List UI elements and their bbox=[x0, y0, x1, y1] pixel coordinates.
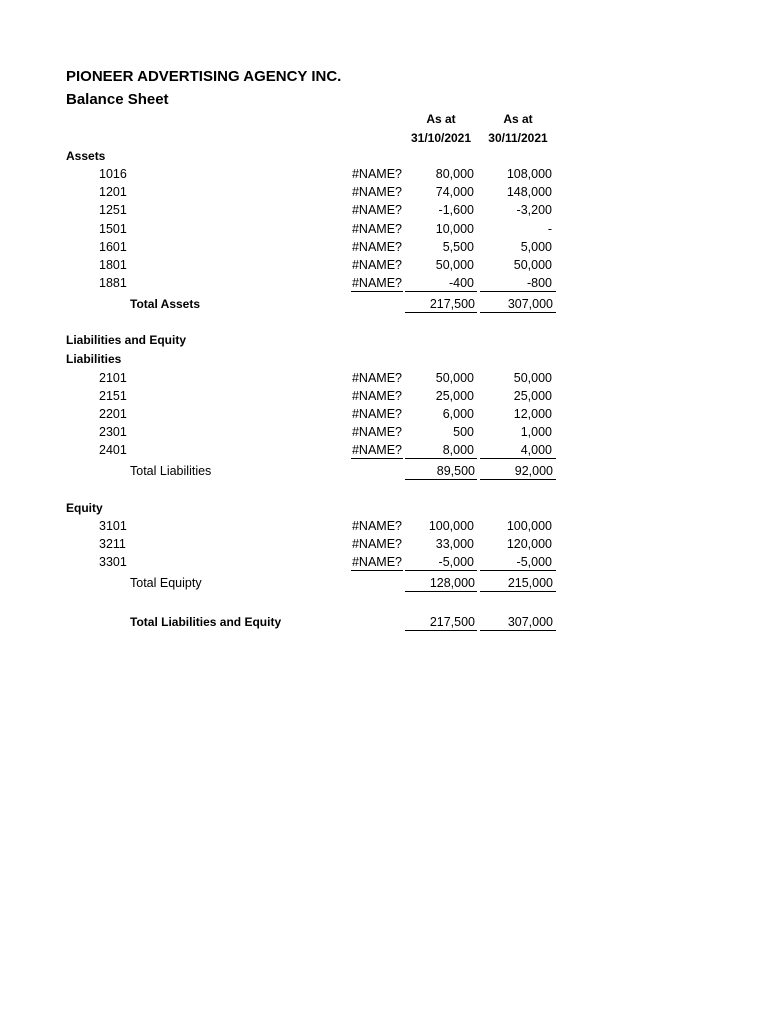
value-oct: 10,000 bbox=[435, 222, 474, 236]
liabilities-equity-heading-row bbox=[0, 331, 768, 349]
total-value: 217,500 bbox=[429, 615, 475, 629]
total-assets-oct bbox=[405, 295, 477, 313]
equity-heading: Equity bbox=[66, 501, 103, 515]
table-row bbox=[0, 441, 768, 459]
assets-heading: Assets bbox=[66, 149, 106, 163]
total-equity-nov bbox=[480, 574, 556, 592]
total-liabilities-nov bbox=[480, 462, 556, 480]
account-name-error: #NAME? bbox=[351, 425, 402, 439]
account-number: 3211 bbox=[99, 537, 126, 551]
value-nov: 50,000 bbox=[513, 371, 552, 385]
grand-total-label: Total Liabilities and Equity bbox=[130, 615, 282, 629]
table-row bbox=[0, 387, 768, 405]
total-value: 89,500 bbox=[436, 464, 475, 478]
value-nov: 50,000 bbox=[513, 258, 552, 272]
account-number: 1251 bbox=[99, 203, 127, 217]
account-number: 2401 bbox=[99, 443, 127, 457]
table-row bbox=[0, 274, 768, 292]
total-equity-oct bbox=[405, 574, 477, 592]
value-oct: 80,000 bbox=[435, 167, 474, 181]
table-row bbox=[0, 553, 768, 571]
account-name-error: #NAME? bbox=[351, 389, 402, 403]
account-number: 1601 bbox=[99, 240, 127, 254]
underline-divider bbox=[351, 553, 403, 571]
assets-heading-row bbox=[0, 147, 768, 165]
table-row bbox=[0, 517, 768, 535]
total-value: 307,000 bbox=[507, 297, 553, 311]
underline-divider bbox=[405, 441, 477, 459]
account-name-error: #NAME? bbox=[351, 276, 402, 290]
table-row bbox=[0, 201, 768, 219]
account-number: 3301 bbox=[99, 555, 127, 569]
liabilities-equity-heading: Liabilities and Equity bbox=[66, 333, 187, 347]
account-number: 3101 bbox=[99, 519, 127, 533]
value-oct: 50,000 bbox=[435, 371, 474, 385]
value-nov: -5,000 bbox=[516, 555, 552, 569]
value-nov: 108,000 bbox=[506, 167, 552, 181]
table-row bbox=[0, 423, 768, 441]
total-equity-row bbox=[0, 574, 768, 592]
value-oct: -5,000 bbox=[438, 555, 474, 569]
column-header-2-line2: 30/11/2021 bbox=[488, 131, 548, 145]
account-number: 1016 bbox=[99, 167, 127, 181]
account-name-error: #NAME? bbox=[351, 519, 402, 533]
underline-divider bbox=[480, 553, 556, 571]
account-number: 1501 bbox=[99, 222, 127, 236]
account-name-error: #NAME? bbox=[351, 443, 402, 457]
total-value: 215,000 bbox=[507, 576, 553, 590]
grand-total-oct bbox=[405, 613, 477, 631]
account-name-error: #NAME? bbox=[351, 167, 402, 181]
column-header-1-line2: 31/10/2021 bbox=[410, 131, 472, 145]
account-name-error: #NAME? bbox=[351, 222, 402, 236]
total-assets-label: Total Assets bbox=[130, 297, 201, 311]
value-oct: 8,000 bbox=[442, 443, 474, 457]
account-number: 2151 bbox=[99, 389, 127, 403]
value-oct: 50,000 bbox=[435, 258, 474, 272]
total-liabilities-row bbox=[0, 462, 768, 480]
total-value: 92,000 bbox=[514, 464, 553, 478]
table-row bbox=[0, 238, 768, 256]
liabilities-heading-row bbox=[0, 350, 768, 368]
account-number: 2101 bbox=[99, 371, 127, 385]
value-oct: 25,000 bbox=[435, 389, 474, 403]
account-number: 1201 bbox=[99, 185, 127, 199]
column-header-1-line1: As at bbox=[426, 112, 456, 126]
underline-divider bbox=[480, 274, 556, 292]
grand-total-nov bbox=[480, 613, 556, 631]
total-assets-row bbox=[0, 295, 768, 313]
underline-divider bbox=[351, 274, 403, 292]
account-name-error: #NAME? bbox=[351, 258, 402, 272]
underline-divider bbox=[351, 441, 403, 459]
table-row bbox=[0, 369, 768, 387]
liabilities-heading: Liabilities bbox=[66, 352, 122, 366]
total-value: 217,500 bbox=[429, 297, 475, 311]
table-row bbox=[0, 535, 768, 553]
total-equity-label: Total Equipty bbox=[130, 576, 202, 590]
table-row bbox=[0, 183, 768, 201]
account-number: 1881 bbox=[99, 276, 127, 290]
table-row bbox=[0, 256, 768, 274]
value-nov: - bbox=[547, 222, 552, 236]
table-row bbox=[0, 405, 768, 423]
value-nov: -3,200 bbox=[516, 203, 552, 217]
account-number: 1801 bbox=[99, 258, 127, 272]
value-nov: 100,000 bbox=[506, 519, 552, 533]
total-liabilities-label: Total Liabilities bbox=[130, 464, 212, 478]
account-name-error: #NAME? bbox=[351, 203, 402, 217]
value-nov: 12,000 bbox=[513, 407, 552, 421]
account-number: 2301 bbox=[99, 425, 127, 439]
account-name-error: #NAME? bbox=[351, 371, 402, 385]
value-oct: 74,000 bbox=[435, 185, 474, 199]
table-row bbox=[0, 220, 768, 238]
underline-divider bbox=[480, 441, 556, 459]
company-name: PIONEER ADVERTISING AGENCY INC. bbox=[66, 68, 342, 85]
underline-divider bbox=[405, 274, 477, 292]
account-name-error: #NAME? bbox=[351, 407, 402, 421]
value-nov: 1,000 bbox=[520, 425, 552, 439]
account-name-error: #NAME? bbox=[351, 537, 402, 551]
value-oct: 5,500 bbox=[442, 240, 474, 254]
account-name-error: #NAME? bbox=[351, 185, 402, 199]
report-title: Balance Sheet bbox=[66, 91, 169, 108]
value-nov: 5,000 bbox=[520, 240, 552, 254]
value-oct: 500 bbox=[453, 425, 474, 439]
total-assets-nov bbox=[480, 295, 556, 313]
table-row bbox=[0, 165, 768, 183]
value-nov: 25,000 bbox=[513, 389, 552, 403]
total-liabilities-oct bbox=[405, 462, 477, 480]
total-value: 128,000 bbox=[429, 576, 475, 590]
grand-total-row bbox=[0, 613, 768, 631]
value-nov: 148,000 bbox=[506, 185, 552, 199]
total-value: 307,000 bbox=[507, 615, 553, 629]
column-header-2-line1: As at bbox=[503, 112, 533, 126]
value-oct: 100,000 bbox=[428, 519, 474, 533]
account-number: 2201 bbox=[99, 407, 127, 421]
value-nov: -800 bbox=[526, 276, 552, 290]
account-name-error: #NAME? bbox=[351, 240, 402, 254]
value-oct: 33,000 bbox=[435, 537, 474, 551]
value-nov: 120,000 bbox=[506, 537, 552, 551]
value-oct: 6,000 bbox=[442, 407, 474, 421]
equity-heading-row bbox=[0, 499, 768, 517]
value-nov: 4,000 bbox=[520, 443, 552, 457]
underline-divider bbox=[405, 553, 477, 571]
value-oct: -400 bbox=[448, 276, 474, 290]
account-name-error: #NAME? bbox=[351, 555, 402, 569]
value-oct: -1,600 bbox=[438, 203, 474, 217]
